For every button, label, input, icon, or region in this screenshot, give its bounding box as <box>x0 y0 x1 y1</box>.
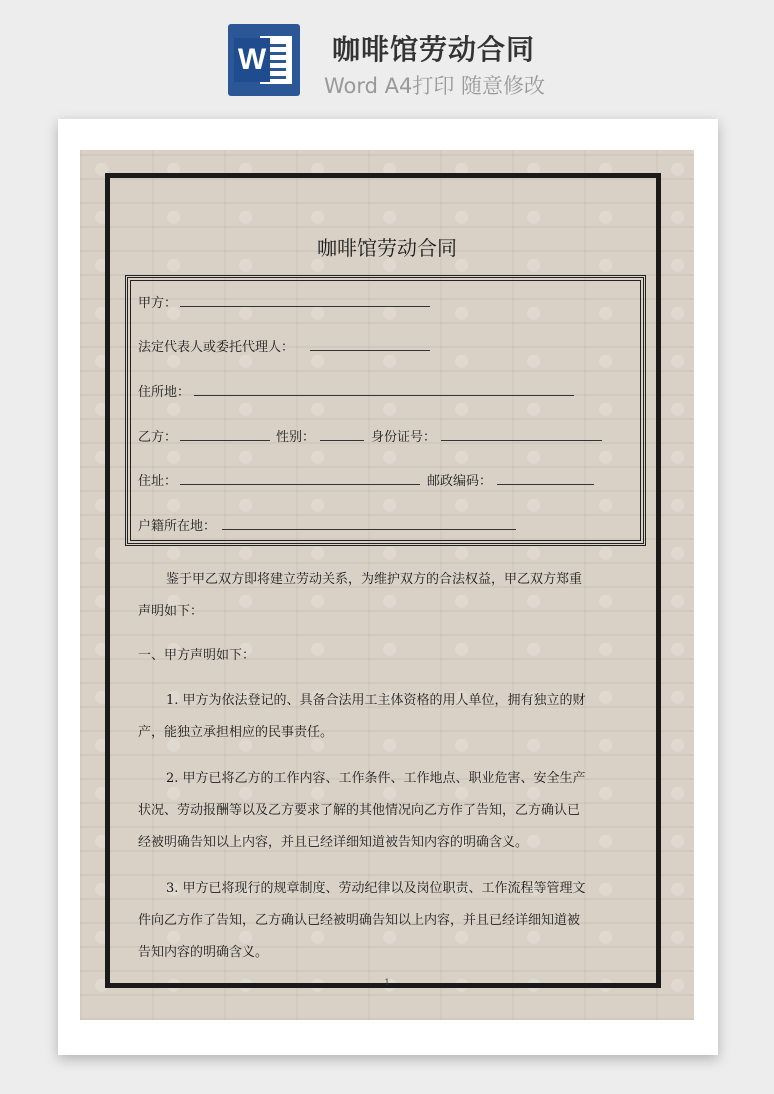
field-household-label: 户籍所在地： <box>138 519 217 534</box>
section-heading: 一、甲方声明如下： <box>138 648 256 663</box>
header-subtitle: Word A4打印 随意修改 <box>324 74 546 98</box>
field-residence-label: 住所地： <box>138 385 191 400</box>
paragraph-line: 告知内容的明确含义。 <box>138 945 269 960</box>
field-address-line[interactable] <box>180 484 420 485</box>
paragraph-line: 经被明确告知以上内容，并且已经详细知道被告知内容的明确含义。 <box>138 835 529 850</box>
field-address-label: 住址： <box>138 474 178 489</box>
field-postal-code-line[interactable] <box>497 484 594 485</box>
word-app-icon <box>228 24 300 96</box>
field-party-a-line[interactable] <box>180 306 430 307</box>
document-title: 咖啡馆劳动合同 <box>317 236 457 260</box>
field-party-b-line[interactable] <box>180 440 270 441</box>
paragraph-line: 1. 甲方为依法登记的、具备合法用工主体资格的用人单位，拥有独立的财 <box>166 693 586 708</box>
paragraph-line: 状况、劳动报酬等以及乙方要求了解的其他情况向乙方作了告知，乙方确认已 <box>138 803 581 818</box>
paragraph-line: 3. 甲方已将现行的规章制度、劳动纪律以及岗位职责、工作流程等管理文 <box>166 881 586 896</box>
paragraph-line: 声明如下： <box>138 604 204 619</box>
field-party-b-label: 乙方： <box>138 430 178 445</box>
field-postal-code-label: 邮政编码： <box>427 474 493 489</box>
paragraph-line: 件向乙方作了告知，乙方确认已经被明确告知以上内容，并且已经详细知道被 <box>138 913 581 928</box>
field-gender-line[interactable] <box>320 440 364 441</box>
paragraph-line: 2. 甲方已将乙方的工作内容、工作条件、工作地点、职业危害、安全生产 <box>166 771 586 786</box>
field-id-number-line[interactable] <box>441 440 602 441</box>
word-icon-letter: W <box>234 38 270 82</box>
paragraph-line: 鉴于甲乙双方即将建立劳动关系，为维护双方的合法权益，甲乙双方郑重 <box>166 572 583 587</box>
field-representative-line[interactable] <box>310 350 430 351</box>
page-number: 1 <box>384 978 390 987</box>
header-title: 咖啡馆劳动合同 <box>332 33 536 66</box>
preview-header <box>0 0 774 110</box>
field-representative-label: 法定代表人或委托代理人： <box>138 340 295 355</box>
field-id-number-label: 身份证号： <box>371 430 437 445</box>
party-info-box <box>125 275 646 546</box>
field-gender-label: 性别： <box>276 430 316 445</box>
field-residence-line[interactable] <box>194 395 574 396</box>
field-party-a-label: 甲方： <box>138 296 178 311</box>
field-household-line[interactable] <box>222 529 516 530</box>
paragraph-line: 产，能独立承担相应的民事责任。 <box>138 725 334 740</box>
